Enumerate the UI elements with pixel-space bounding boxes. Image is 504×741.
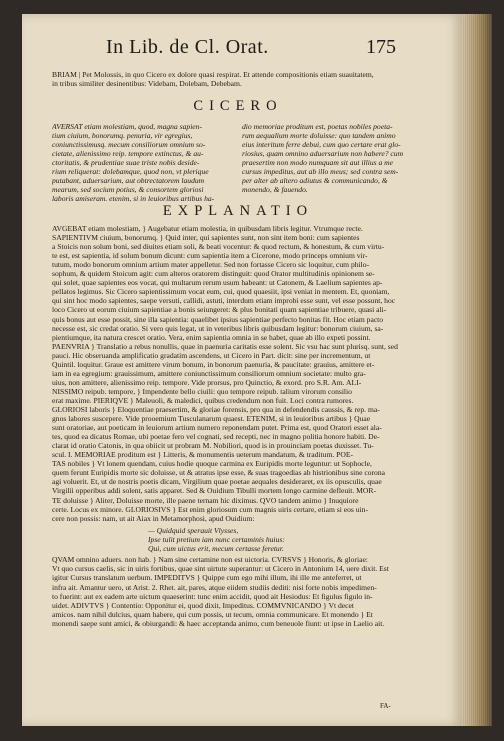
text-line: GLORIOSI laboris } Eloquentiae praesertim, & gloriae forensis, pro qua in defendendis caussis, & rep. ma- [52,405,380,414]
text-line: uius, non amittere, alienissimo reip. tempore. Vide prorsus, pro Quinctio, & exord. pro S.R. Am. ALI- [52,377,362,387]
text-line: eius interitum ferre debui, cum quo certare erat glo- [242,140,401,149]
text-line: sophum, & quidem Stoicum agit: cum alteros oratorem distinguit: quod Orator multitudinis opinionem se- [52,269,375,279]
text-line: uidet. ADIVTVS } Contentio: Opponitur ei, quod dixit, Impeditus. COMMVNICANDO } Vt decet [52,601,355,610]
page-edge [462,14,492,726]
text-line: te est, est sapientia, id solum bonum dicunt: cum sapientia item a Cicerone, modo princeps omnium vir- [52,251,368,261]
text-line: TAS nobiles } Vt lonem quendam, cuius hodie quoque carmina ex Euripidis morte leguntur: ut Sophocle, [52,459,372,469]
text-line: scul. I. MEMORIAE proditum est } Litteris, & monumentis ueterum mandatum, & traditum. POE- [52,450,354,460]
text-line: monendo, & fauendo. [242,185,308,194]
text-line: dio memoriae proditum est, poetas nobiles poeta- [242,122,393,131]
text-line: loco Cicero ut eorum ciuium sapientiae a bonis seiungeret: & plus bonitati quam sapientiae tribuere, quasi ali- [52,305,387,315]
text-line: pauci. Hic obseruanda amplificatio gradatim ascendens, ut Cicero in Part. dicit: sine per incrementum, ut [52,350,371,360]
page-header [86,30,396,60]
text-line: Virgilii opperibus addi solent, satis apparet. Sed & Ouidium Tibulli mortem longo carmine defleuit. MOR- [52,486,377,496]
text-line: rium reliquerat: dolebamque, quod non, vt plerique [52,167,209,176]
text-line: erat maxime. PIERIQVE } Maleuoli, & maledici, quibus credendum non fuit. Loci contra rumores. [52,395,354,405]
text-line: infra ait. Amantur uero, ut Arist. 2. Rhet. ait, pares, atque eiidem studiis dediti: nisi forte nobis impedimen- [52,582,377,592]
text-line: Vt quo cursus caelis, sic in uiris fortibus, quae sint uirtute superantur: ut Cicero in Antonium 14, uere dixit. Est [52,564,389,574]
text-line: tium ciuium, bonorumq. penuria, vir egregius, [52,131,193,140]
text-line: quis bonus aut esse possit, sine illa sapientia: quaelibet ipsius sapientiae perfecto bonitas fit. Hoc etiam pacto [52,314,384,324]
text-line: per alter ab altero adiutus & communicando, & [242,176,388,185]
text-line: cursus impeditus, aut ab illo meus; sed contra sem- [242,167,399,176]
text-line: in tribus similiter desinentibus: Videbam, Dolebam, Debebam. [52,79,242,88]
text-line: agi voluerit. Et, ut de nostris poetis dicam, Virgilium quae poetae aequales desideraret, ex iis opusculis, quae [52,477,382,487]
text-line: certe. Locus ex minore. GLORIOSIVS } Est enim gloriosum cum magnis uiris certare, etiam si eos uin- [52,504,368,514]
text-line: to fuerint: aut ex eadem arte uictum quaeserint: tunc enim accidit, quod ait Hesiodus: Et figulus figulo in- [52,591,373,601]
text-line: clarat id oratio Catonis, in qua obiicit ut probram M. Nobiliori, quod is in prouinciam poetas duxisset. Tu- [52,441,374,451]
text-line: rum aequalium morte doluisse: quo tandem animo [242,131,396,140]
section-heading-cicero: CICERO [193,98,283,114]
text-line: necesse est, sic credat oratio. Si vero quis legat, ut in veteribus libris quibusdam legitur: bonorum ciuium, sa- [52,323,384,333]
text-line: NISSIMO reipub. tempore, } Impendente bello ciuili: quo tempore reipub. talium virorum consilio [52,386,352,396]
text-line: mearum, sed socium potius, & consortem gloriosi [52,185,204,194]
text-line: — Quidquid sperauit Vlysses, [148,526,239,535]
text-line: qui sint hoc modo sapientes, saepe versuti, callidi, astuti, interdum etiam improbi esse sunt, vel esse possunt, hoc [52,296,396,306]
text-line: AVERSAT etiam molestiam, quod, magna sapien- [52,122,203,131]
text-line: sunt oratoriae, aut poeticam in leuiorum artium numero reponendam putet. Prima est, quod Oratori esset ala- [52,423,382,433]
section-heading-explanatio: EXPLANATIO [162,203,314,219]
text-line: Quintil. loquitur. Graue est amittere virum bonum, in bonorum paenuria, & paucitate: grauius, amittere et- [52,359,375,369]
text-line: AVGEBAT etiam molestiam, } Augebatur etiam molestia, in quibusdam libris legitur. Vtrumque recte. [52,224,363,233]
text-line: igitur Cursus translatum uerbum. IMPEDITVS } Quippe cum ego mihi illum, ihi ille me anteferret, ut [52,573,362,583]
text-line: cere non possis: nam, ut ait Aiax in Metamorphosi, apud Ouidium: [52,513,255,523]
text-line: tutum, modo bonorum omnium artium mater appelletur. Sed non fortasse Cicero sic loquitur, cum philo- [52,260,370,270]
text-line: pellatos legimus. Sic Cicero sapientissimum vocat eum, cui, quod quaesiit, ipsi veniat in mentem. Et, quoniam, [52,287,390,297]
text-line: coniunctissimusq. mecum consiliorum omnium so- [52,140,206,149]
text-line: QVAM omnino aduers. non hab. } Nam sine certamine non est uictoria. CVRSVS } Honoris, & gloriae: [52,555,368,564]
text-line: amicos. nam nihil dulcius, quam habere, qui cum possis, ut tecum, omnia communicare. Et monendo } Et [52,610,373,620]
text-line: quem ferunt Euripidis morte sic doluisse, ut & atratus ipse esse, & suas tragoedias ab histrionibus sine corona [52,468,386,478]
text-line: qui solet, quae sapientes eos vocat, qui multarum rerum usum habeant: ut Catonem, & Laelium sapientes ap- [52,278,383,288]
text-line: pientiumque, ita natura crescet oratio. Vera, enim sapientia omnia in se habet, quae ab illo expeti possint. [52,332,371,342]
text-line: laboris amiseram. etenim, si in leuioribus artibus ha- [52,194,215,203]
text-line: praesertim non modo numquam sit aut illius a me [242,158,394,167]
text-line: TE doluisse } Aliter, Doluisse morte, ille paene ternam hic diximus. QVO tandem animo } Inuquiore [52,495,359,505]
text-line: iam in ea egregium: grauissimum, amittere coniunctissimum consiliorum omnium societate: multo gra- [52,368,366,378]
text-line: Ipse tulit pretium iam nunc certaminis huius: [148,535,285,544]
text-line: putabant, aduersarium, aut obtrectatorem laudum [52,176,205,185]
text-line: monendi saepe sunt amici, & obiurgandi: & haec acceptanda animo, cum beneuole fiunt: ut ipse in Laelio ait. [52,619,385,629]
cicero-right-column [242,122,424,194]
text-line: a Stoicis non solum boni, sed diuites etiam soli, & beati vocentur: & quod rectum, & honestum, & cum virtu- [52,242,385,252]
text-line: tes, quod ea dicatus Romae, ubi poetae fero vel cognati, sed recepti, nec in magno politia honore habiti. De- [52,432,380,442]
text-line: gnos labores suscepere. Vide prooemium Tusculanarum quaest. ETENIM, si in leuioribus artibus } Quae [52,414,371,424]
text-line: Qui, cum uictus erit, mecum certasse feretur. [148,544,284,553]
text-line: cietate, alienissimo reip. tempore extinctus, & au- [52,149,204,158]
cicero-left-column [52,122,234,203]
text-line: riosius, quam omnino aduersarium non habere? cum [242,149,404,158]
text-line: PAENVRIA } Translatio a rebus nonullis, quae in paenuria caritatis esse solent. Sic vsu hac sunt plurisq. sunt, sed [52,341,398,351]
page-number: 175 [366,36,396,58]
catchword: FA- [380,702,391,710]
text-line: ctoritatis, & prudentiae suae triste nobis deside- [52,158,200,167]
text-line: SAPIENTIVM ciuium, bonorumq. } Quid inter, qui sapientes sunt, non sint item boni: cum sapientes [52,233,360,243]
running-title: In Lib. de Cl. Orat. [106,36,269,58]
text-line: BRIAM | Pet Molossis, in quo Cicero ex dolore quasi respirat. Et attende compositionis etiam suauitatem, [52,70,374,79]
